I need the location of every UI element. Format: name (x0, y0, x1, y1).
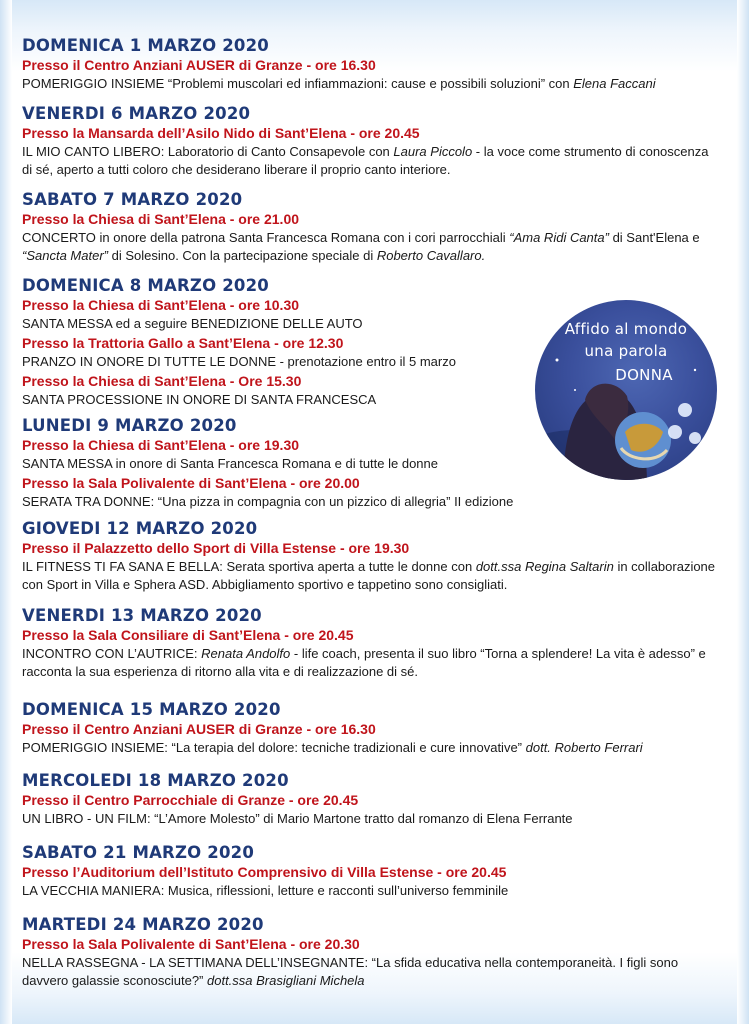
event-description: SANTA MESSA ed a seguire BENEDIZIONE DELLE AUTO (22, 316, 363, 331)
event-description: IL MIO CANTO LIBERO: Laboratorio di Canto Consapevole con Laura Piccolo - la voce come strumento di conoscenza di sé, aperto a tutti coloro che desiderano liberare il proprio canto interiore. (22, 144, 709, 177)
event-place: Presso la Trattoria Gallo a Sant’Elena - ore 12.30 (22, 335, 344, 351)
event-6-march (22, 104, 722, 179)
event-place: Presso il Centro Anziani AUSER di Granze - ore 16.30 (22, 721, 376, 737)
badge-line-3: DONNA (615, 366, 673, 384)
event-13-march (22, 606, 722, 681)
badge-line-2: una parola (584, 342, 668, 360)
event-date: SABATO 7 MARZO 2020 (22, 190, 243, 209)
event-24-march (22, 915, 722, 990)
event-18-march (22, 771, 722, 828)
event-place: Presso il Centro Parrocchiale di Granze - ore 20.45 (22, 792, 359, 808)
event-7-march (22, 190, 722, 265)
event-place: Presso il Palazzetto dello Sport di Villa Estense - ore 19.30 (22, 540, 410, 556)
event-9-march (22, 416, 552, 511)
donna-badge (535, 300, 717, 480)
event-place: Presso la Sala Polivalente di Sant’Elena - ore 20.30 (22, 936, 360, 952)
event-date: MARTEDI 24 MARZO 2020 (22, 915, 264, 934)
event-description: SERATA TRA DONNE: “Una pizza in compagnia con un pizzico di allegria” II edizione (22, 494, 514, 509)
event-date: VENERDI 13 MARZO 2020 (22, 606, 262, 625)
event-15-march (22, 700, 722, 757)
event-date: DOMENICA 1 MARZO 2020 (22, 36, 269, 55)
event-date: MERCOLEDI 18 MARZO 2020 (22, 771, 289, 790)
event-description: UN LIBRO - UN FILM: “L’Amore Molesto” di Mario Martone tratto dal romanzo di Elena Ferrante (22, 811, 573, 826)
event-21-march (22, 843, 722, 900)
event-date: DOMENICA 8 MARZO 2020 (22, 276, 269, 295)
event-description: POMERIGGIO INSIEME “Problemi muscolari ed infiammazioni: cause e possibili soluzioni” con Elena Faccani (22, 76, 656, 91)
event-8-march (22, 276, 532, 409)
event-place: Presso la Sala Consiliare di Sant’Elena - ore 20.45 (22, 627, 354, 643)
event-place: Presso la Chiesa di Sant’Elena - Ore 15.30 (22, 373, 302, 389)
event-date: SABATO 21 MARZO 2020 (22, 843, 255, 862)
event-1-march (22, 36, 722, 93)
event-description: SANTA PROCESSIONE IN ONORE DI SANTA FRANCESCA (22, 392, 377, 407)
event-description: NELLA RASSEGNA - LA SETTIMANA DELL’INSEGNANTE: “La sfida educativa nella contemporaneità. I figli sono davvero galassie sconosciute?” dott.ssa Brasigliani Michela (22, 955, 679, 988)
event-12-march (22, 519, 722, 594)
event-place: Presso la Mansarda dell’Asilo Nido di Sant’Elena - ore 20.45 (22, 125, 420, 141)
event-description: IL FITNESS TI FA SANA E BELLA: Serata sportiva aperta a tutte le donne con dott.ssa Regina Saltarin in collaborazione con Sport in Villa e Sphera ASD. Abbigliamento sportivo e tappetino sono consigliati. (22, 559, 716, 592)
left-border (0, 0, 12, 1024)
event-place: Presso la Sala Polivalente di Sant’Elena - ore 20.00 (22, 475, 360, 491)
event-description: PRANZO IN ONORE DI TUTTE LE DONNE - prenotazione entro il 5 marzo (22, 354, 456, 369)
event-place: Presso la Chiesa di Sant’Elena - ore 19.30 (22, 437, 300, 453)
right-border (737, 0, 749, 1024)
event-place: Presso la Chiesa di Sant’Elena - ore 21.00 (22, 211, 300, 227)
event-description: SANTA MESSA in onore di Santa Francesca Romana e di tutte le donne (22, 456, 438, 471)
event-date: VENERDI 6 MARZO 2020 (22, 104, 251, 123)
event-date: LUNEDI 9 MARZO 2020 (22, 416, 237, 435)
event-place: Presso l’Auditorium dell’Istituto Comprensivo di Villa Estense - ore 20.45 (22, 864, 507, 880)
event-date: GIOVEDI 12 MARZO 2020 (22, 519, 258, 538)
event-date: DOMENICA 15 MARZO 2020 (22, 700, 281, 719)
event-description: INCONTRO CON L’AUTRICE: Renata Andolfo - life coach, presenta il suo libro “Torna a splendere! La vita è adesso” e racconta la sua esperienza di ritorno alla vita e di realizzazione di sé. (22, 646, 706, 679)
event-description: POMERIGGIO INSIEME: “La terapia del dolore: tecniche tradizionali e cure innovative” dott. Roberto Ferrari (22, 740, 643, 755)
badge-line-1: Affido al mondo (564, 320, 688, 338)
event-description: CONCERTO in onore della patrona Santa Francesca Romana con i cori parrocchiali “Ama Ridi Canta” di Sant'Elena e “Sancta Mater” di Solesino. Con la partecipazione speciale di Roberto Cavallaro. (22, 230, 700, 263)
event-place: Presso il Centro Anziani AUSER di Granze - ore 16.30 (22, 57, 376, 73)
event-description: LA VECCHIA MANIERA: Musica, riflessioni, letture e racconti sull’universo femminile (22, 883, 509, 898)
event-place: Presso la Chiesa di Sant’Elena - ore 10.30 (22, 297, 300, 313)
